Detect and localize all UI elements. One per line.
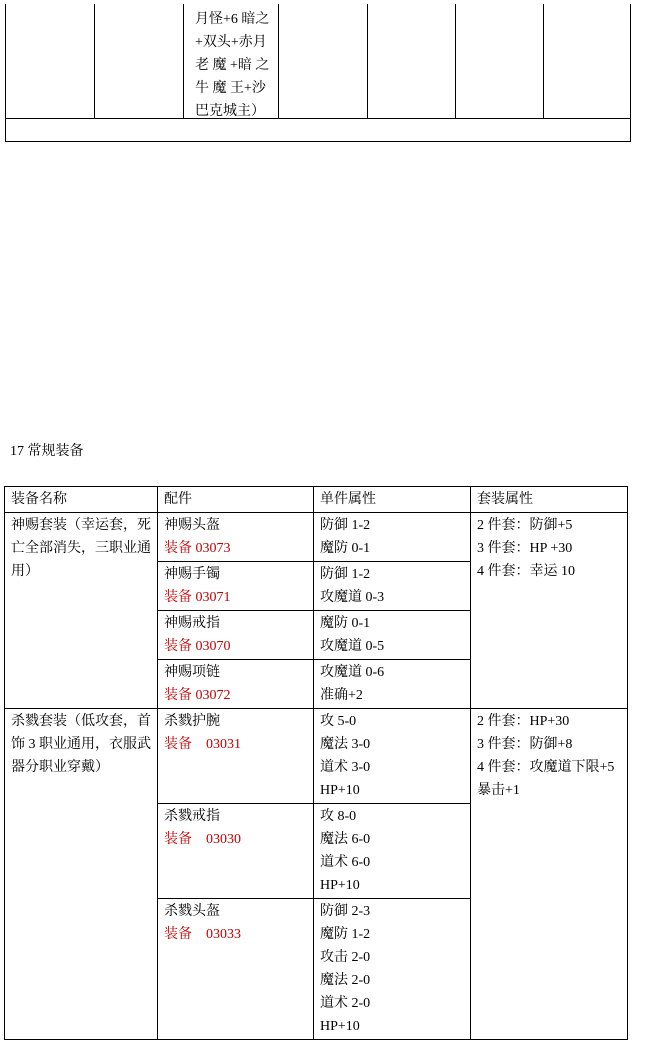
part-attr: 魔防 0-1 bbox=[320, 616, 371, 631]
part-attr: 道术 3-0 bbox=[320, 760, 371, 775]
part-code: 装备 03033 bbox=[164, 927, 241, 942]
fragment-line: 月怪+6 暗之 bbox=[195, 12, 270, 27]
equipment-table bbox=[4, 486, 628, 1040]
table-border-bottom bbox=[5, 141, 631, 142]
table-border-right bbox=[630, 4, 631, 142]
part-cell bbox=[158, 611, 314, 660]
part-attr: 攻 8-0 bbox=[320, 809, 357, 824]
part-attrs-cell bbox=[314, 611, 471, 660]
part-code: 装备 03072 bbox=[164, 688, 231, 703]
part-attr: HP+10 bbox=[320, 1019, 360, 1034]
part-attr: HP+10 bbox=[320, 783, 360, 798]
column-divider bbox=[183, 4, 184, 119]
part-cell bbox=[158, 804, 314, 899]
part-name: 神赐戒指 bbox=[164, 616, 220, 631]
column-header: 装备名称 bbox=[5, 487, 158, 513]
part-attrs-cell bbox=[314, 804, 471, 899]
set-attr: 暴击+1 bbox=[477, 783, 520, 798]
part-attr: 道术 6-0 bbox=[320, 855, 371, 870]
part-attr: 攻魔道 0-5 bbox=[320, 639, 385, 654]
part-attr: HP+10 bbox=[320, 878, 360, 893]
part-name: 杀戮戒指 bbox=[164, 809, 220, 824]
column-divider bbox=[94, 4, 95, 119]
part-cell bbox=[158, 660, 314, 709]
set-attr: 2 件套：防御+5 bbox=[477, 518, 573, 533]
part-cell bbox=[158, 562, 314, 611]
part-name: 神赐头盔 bbox=[164, 518, 220, 533]
row-divider bbox=[5, 118, 631, 119]
set-attr: 3 件套：HP +30 bbox=[477, 541, 573, 556]
monster-list-cell bbox=[195, 8, 285, 123]
part-attr: 攻 5-0 bbox=[320, 714, 357, 729]
part-attrs-cell bbox=[314, 562, 471, 611]
part-name: 神赐项链 bbox=[164, 665, 220, 680]
part-attr: 魔法 2-0 bbox=[320, 973, 371, 988]
column-divider bbox=[367, 4, 368, 119]
set-attrs-cell bbox=[471, 709, 628, 1040]
fragment-line: +双头+赤月 bbox=[195, 35, 267, 50]
fragment-line: 老 魔 +暗 之 bbox=[195, 58, 270, 73]
part-cell bbox=[158, 899, 314, 1040]
part-attr: 魔防 0-1 bbox=[320, 541, 371, 556]
table-row bbox=[5, 513, 628, 562]
part-code: 装备 03073 bbox=[164, 541, 231, 556]
section-heading: 17 常规装备 bbox=[10, 444, 84, 459]
column-header: 套装属性 bbox=[471, 487, 628, 513]
column-divider bbox=[543, 4, 544, 119]
part-attrs-cell bbox=[314, 513, 471, 562]
part-attr: 攻击 2-0 bbox=[320, 950, 371, 965]
part-name: 神赐手镯 bbox=[164, 567, 220, 582]
part-attr: 魔防 1-2 bbox=[320, 927, 371, 942]
part-attrs-cell bbox=[314, 899, 471, 1040]
set-attr: 2 件套：HP+30 bbox=[477, 714, 570, 729]
column-header: 单件属性 bbox=[314, 487, 471, 513]
set-name-cell: 杀戮套装（低攻套，首饰 3 职业通用，衣服武器分职业穿戴） bbox=[5, 709, 158, 1040]
set-attrs-cell bbox=[471, 513, 628, 709]
part-attr: 防御 2-3 bbox=[320, 904, 371, 919]
part-name: 杀戮头盔 bbox=[164, 904, 220, 919]
part-attrs-cell bbox=[314, 709, 471, 804]
table-border-left bbox=[5, 4, 6, 142]
previous-table-fragment bbox=[5, 4, 631, 142]
fragment-line: 牛 魔 王+沙 bbox=[195, 81, 266, 96]
part-code: 装备 03071 bbox=[164, 590, 231, 605]
set-name-cell: 神赐套装（幸运套，死亡全部消失，三职业通用） bbox=[5, 513, 158, 709]
set-attr: 4 件套：幸运 10 bbox=[477, 564, 575, 579]
set-attr: 4 件套：攻魔道下限+5 bbox=[477, 760, 615, 775]
part-name: 杀戮护腕 bbox=[164, 714, 220, 729]
column-header: 配件 bbox=[158, 487, 314, 513]
part-attr: 魔法 6-0 bbox=[320, 832, 371, 847]
part-cell bbox=[158, 709, 314, 804]
part-attr: 防御 1-2 bbox=[320, 518, 371, 533]
part-code: 装备 03031 bbox=[164, 737, 241, 752]
part-attrs-cell bbox=[314, 660, 471, 709]
part-attr: 准确+2 bbox=[320, 688, 363, 703]
fragment-line: 巴克城主） bbox=[195, 104, 265, 119]
part-attr: 攻魔道 0-3 bbox=[320, 590, 385, 605]
table-row bbox=[5, 709, 628, 804]
part-attr: 道术 2-0 bbox=[320, 996, 371, 1011]
part-code: 装备 03070 bbox=[164, 639, 231, 654]
column-divider bbox=[455, 4, 456, 119]
part-cell bbox=[158, 513, 314, 562]
part-code: 装备 03030 bbox=[164, 832, 241, 847]
header-row bbox=[5, 487, 628, 513]
set-attr: 3 件套：防御+8 bbox=[477, 737, 573, 752]
part-attr: 魔法 3-0 bbox=[320, 737, 371, 752]
part-attr: 防御 1-2 bbox=[320, 567, 371, 582]
part-attr: 攻魔道 0-6 bbox=[320, 665, 385, 680]
